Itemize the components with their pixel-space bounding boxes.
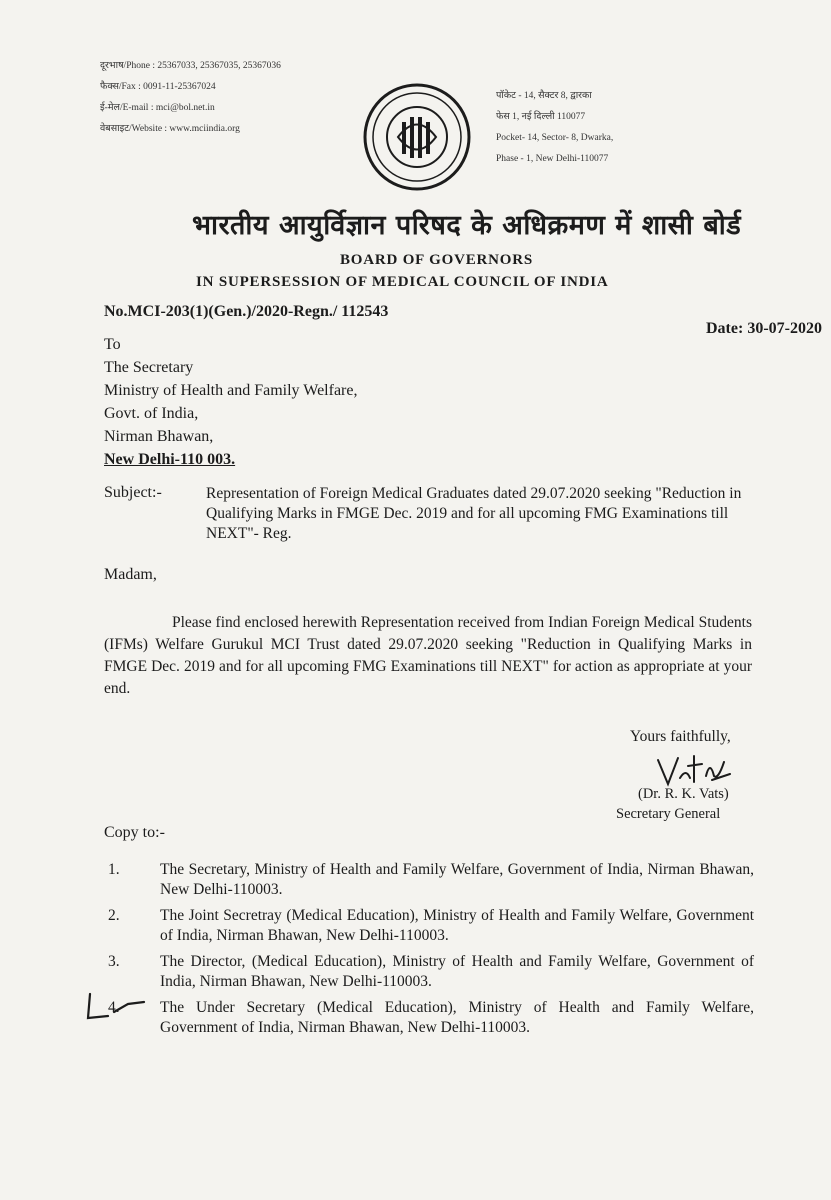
list-item-number: 2. — [108, 907, 120, 924]
letterhead-title-line1: BOARD OF GOVERNORS — [340, 252, 534, 268]
reference-number: No.MCI-203(1)(Gen.)/2020-Regn./ 112543 — [104, 303, 389, 320]
list-item-number: 1. — [108, 861, 120, 878]
contact-details-left — [100, 56, 281, 140]
address-eng-1: Pocket- 14, Sector- 8, Dwarka, — [496, 133, 614, 143]
signature-icon — [654, 750, 734, 790]
address-hindi-1: पॉकेट - 14, सैक्टर 8, द्वारका — [496, 91, 592, 101]
valediction: Yours faithfully, — [630, 728, 731, 745]
copy-to-list — [104, 860, 754, 1044]
copy-to-label: Copy to:- — [104, 824, 165, 841]
address-line: Nirman Bhawan, — [104, 428, 214, 445]
salutation: Madam, — [104, 566, 157, 583]
address-line: The Secretary — [104, 359, 194, 376]
address-line: Ministry of Health and Family Welfare, — [104, 382, 358, 399]
address-city: New Delhi-110 003. — [104, 451, 236, 468]
subject-text: Representation of Foreign Medical Graduates dated 29.07.2020 seeking "Reduction in Qualifying Marks in FMGE Dec. 2019 and for all upcoming FMG Examinations till NEXT"- Reg. — [206, 485, 742, 542]
fax-line: फैक्स/Fax : 0091-11-25367024 — [100, 82, 216, 92]
letter-date: Date: 30-07-2020 — [706, 320, 822, 337]
recipient-address — [104, 333, 357, 471]
address-line: Govt. of India, — [104, 405, 199, 422]
list-item-number: 4. — [108, 999, 120, 1016]
handwritten-mark-icon — [84, 990, 154, 1024]
council-seal-icon — [362, 82, 472, 192]
subject-label: Subject:- — [104, 484, 162, 501]
letterhead-title-line2: IN SUPERSESSION OF MEDICAL COUNCIL OF INDIA — [196, 274, 609, 290]
list-item-text: The Under Secretary (Medical Education), Ministry of Health and Family Welfare, Government of India, Nirman Bhawan, New Delhi-110003. — [160, 999, 754, 1036]
list-item-text: The Secretary, Ministry of Health and Family Welfare, Government of India, Nirman Bhawan, New Delhi-110003. — [160, 861, 754, 898]
phone-line: दूरभाष/Phone : 25367033, 25367035, 25367036 — [100, 61, 281, 71]
list-item — [104, 860, 754, 900]
address-eng-2: Phase - 1, New Delhi-110077 — [496, 154, 609, 164]
list-item — [104, 998, 754, 1038]
list-item-text: The Joint Secretray (Medical Education), Ministry of Health and Family Welfare, Government of India, Nirman Bhawan, New Delhi-110003. — [160, 907, 754, 944]
list-item-number: 3. — [108, 953, 120, 970]
address-to: To — [104, 336, 121, 353]
website-line: वेबसाइट/Website : www.mciindia.org — [100, 124, 240, 134]
hindi-letterhead-title: भारतीय आयुर्विज्ञान परिषद के अधिक्रमण में शासी बोर्ड — [192, 210, 742, 241]
signer-designation: Secretary General — [616, 806, 721, 822]
list-item-text: The Director, (Medical Education), Ministry of Health and Family Welfare, Government of India, Nirman Bhawan, New Delhi-110003. — [160, 953, 754, 990]
list-item — [104, 952, 754, 992]
email-line: ई-मेल/E-mail : mci@bol.net.in — [100, 103, 215, 113]
signer-name: (Dr. R. K. Vats) — [638, 786, 729, 802]
body-paragraph: Please find enclosed herewith Representation received from Indian Foreign Medical Students (IFMs) Welfare Gurukul MCI Trust dated 29.07.2020 seeking "Reduction in Qualifying Marks in FMGE Dec. 2019 and for all upcoming FMG Examinations till NEXT" for action as appropriate at your end. — [104, 614, 752, 697]
list-item — [104, 906, 754, 946]
address-hindi-2: फेस 1, नई दिल्ली 110077 — [496, 112, 586, 122]
contact-details-right — [496, 86, 613, 170]
